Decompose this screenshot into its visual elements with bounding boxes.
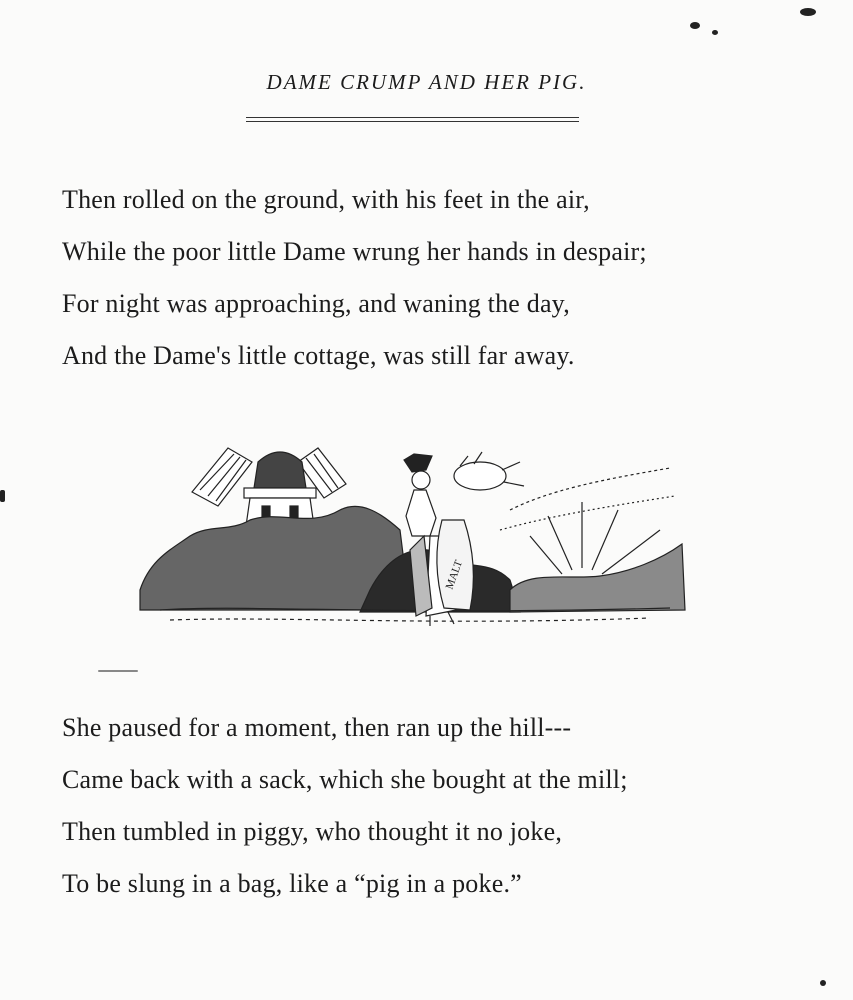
sack-label: MALT — [443, 558, 466, 592]
ink-speck — [0, 490, 5, 502]
title-rule-top — [246, 117, 579, 118]
verse-line: To be slung in a bag, like a “pig in a poke.” — [62, 869, 522, 898]
verse-line: While the poor little Dame wrung her hands in despair; — [62, 237, 647, 266]
verse-line: For night was approaching, and waning the day, — [62, 289, 570, 318]
ink-speck — [712, 30, 718, 35]
page-title: DAME CRUMP AND HER PIG. — [266, 70, 587, 94]
ink-speck — [820, 980, 826, 986]
windmill-landscape-engraving — [130, 440, 690, 640]
ink-smudge — [98, 670, 138, 672]
pig-figure — [454, 452, 524, 490]
verse-line: She paused for a moment, then ran up the hill--- — [62, 713, 572, 742]
title-rule-bottom — [246, 121, 579, 122]
ink-speck — [800, 8, 816, 16]
verse-line: And the Dame's little cottage, was still far away. — [62, 341, 575, 370]
verse-line: Then rolled on the ground, with his feet in the air, — [62, 185, 590, 214]
stanza-2 — [62, 702, 628, 910]
windmill-sail-left — [192, 448, 252, 506]
verse-line: Then tumbled in piggy, who thought it no joke, — [62, 817, 563, 846]
verse-line: Came back with a sack, which she bought at the mill; — [62, 765, 628, 794]
ink-speck — [690, 22, 700, 29]
stanza-1 — [62, 174, 647, 382]
